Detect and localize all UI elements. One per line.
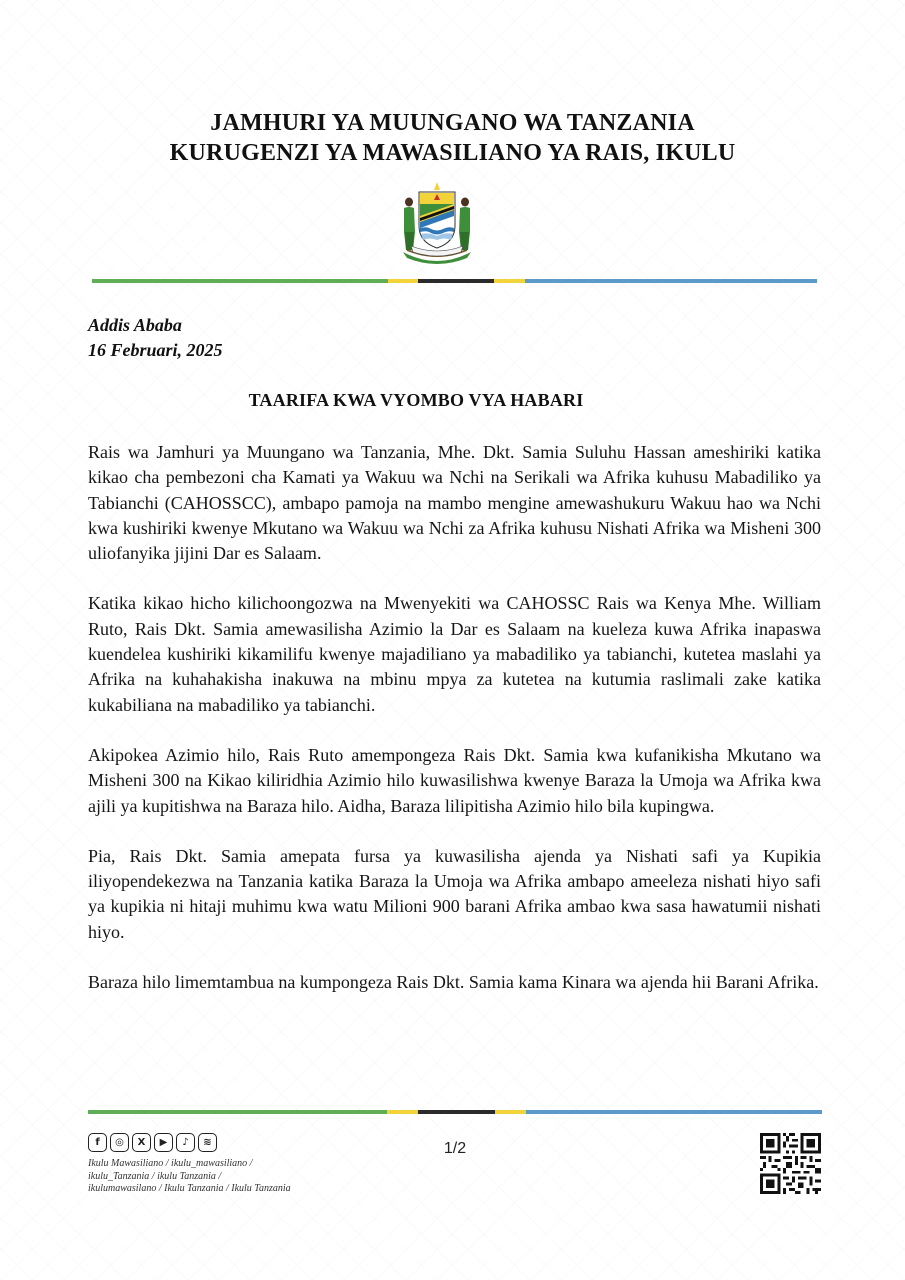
youtube-icon: ▶	[154, 1133, 173, 1152]
facebook-icon: f	[88, 1133, 107, 1152]
x-icon: X	[132, 1133, 151, 1152]
social-media-icons	[88, 1133, 217, 1152]
body-paragraph-5: Baraza hilo limemtambua na kumpongeza Rais Dkt. Samia kama Kinara wa ajenda hii Barani Afrika.	[88, 972, 819, 993]
body-paragraph-1: Rais wa Jamhuri ya Muungano wa Tanzania, Mhe. Dkt. Samia Suluhu Hassan ameshiriki katika kikao cha pembezoni cha Kamati ya Wakuu wa Nchi na Serikali wa Afrika kuhusu Mabadiliko ya Tabianchi (CAHOSSCC), ambapo pamoja na mambo mengine amewashukuru Wakuu hao wa Nchi kwa kushiriki kwenye Mkutano wa Wakuu wa Nchi za Afrika kuhusu Nishati Afrika wa Misheni 300 uliofanyika jijini Dar es Salaam.	[88, 442, 821, 564]
social-handles-line2: ikulu_Tanzania / ikulu Tanzania /	[88, 1170, 222, 1182]
spotify-icon: ≋	[198, 1133, 217, 1152]
tiktok-icon: ♪	[176, 1133, 195, 1152]
letterhead-title-line2: KURUGENZI YA MAWASILIANO YA RAIS, IKULU	[169, 140, 736, 166]
qr-code-icon	[760, 1133, 821, 1194]
instagram-icon: ◎	[110, 1133, 129, 1152]
social-handles-line1: Ikulu Mawasiliano / ikulu_mawasiliano /	[88, 1158, 253, 1169]
press-release-body	[88, 440, 821, 1020]
dateline-place: Addis Ababa	[88, 315, 182, 335]
document-subject: TAARIFA KWA VYOMBO VYA HABARI	[248, 390, 584, 410]
dateline	[88, 313, 223, 363]
footer-divider	[88, 1110, 822, 1114]
social-handles	[88, 1158, 303, 1196]
letterhead-title-line1: JAMHURI YA MUUNGANO WA TANZANIA	[210, 110, 695, 136]
letterhead	[0, 108, 905, 168]
body-paragraph-4: Pia, Rais Dkt. Samia amepata fursa ya kuwasilisha ajenda ya Nishati safi ya Kupikia iliyopendekezwa na Tanzania katika Baraza la Umoja wa Afrika ambapo ameeleza nishati hiyo safi ya kupikia ni hitaji muhimu kwa watu Milioni 900 barani Afrika ambao kwa sasa hawatumii nishati hiyo.	[88, 845, 821, 942]
tanzania-coat-of-arms-icon	[397, 180, 477, 264]
page-number: 1/2	[443, 1140, 467, 1157]
body-paragraph-2: Katika kikao hicho kilichoongozwa na Mwenyekiti wa CAHOSSC Rais wa Kenya Mhe. William Ruto, Rais Dkt. Samia amewasilisha Azimio la Dar es Salaam na kueleza kuwa Afrika inapaswa kuendelea kushiriki kikamilifu kwenye majadiliano ya mabadiliko ya tabianchi, kutetea maslahi ya Afrika na kuhahakisha inakuwa na mbinu mpya za kutetea na kutumia raslimali zake katika kukabiliana na mabadiliko ya tabianchi.	[88, 593, 821, 715]
social-handles-line3: ikulumawasilano / Ikulu Tanzania / Ikulu Tanzania	[88, 1183, 291, 1194]
letterhead-divider	[92, 279, 817, 283]
body-paragraph-3: Akipokea Azimio hilo, Rais Ruto amempongeza Rais Dkt. Samia kwa kufanikisha Mkutano wa Misheni 300 na Kikao kiliridhia Azimio hilo kuwasilishwa kwenye Baraza la Umoja wa Afrika kwa ajili ya kupitishwa na Baraza hilo. Aidha, Baraza lilipitisha Azimio hilo bila kupingwa.	[88, 744, 821, 816]
dateline-date: 16 Februari, 2025	[88, 340, 223, 360]
